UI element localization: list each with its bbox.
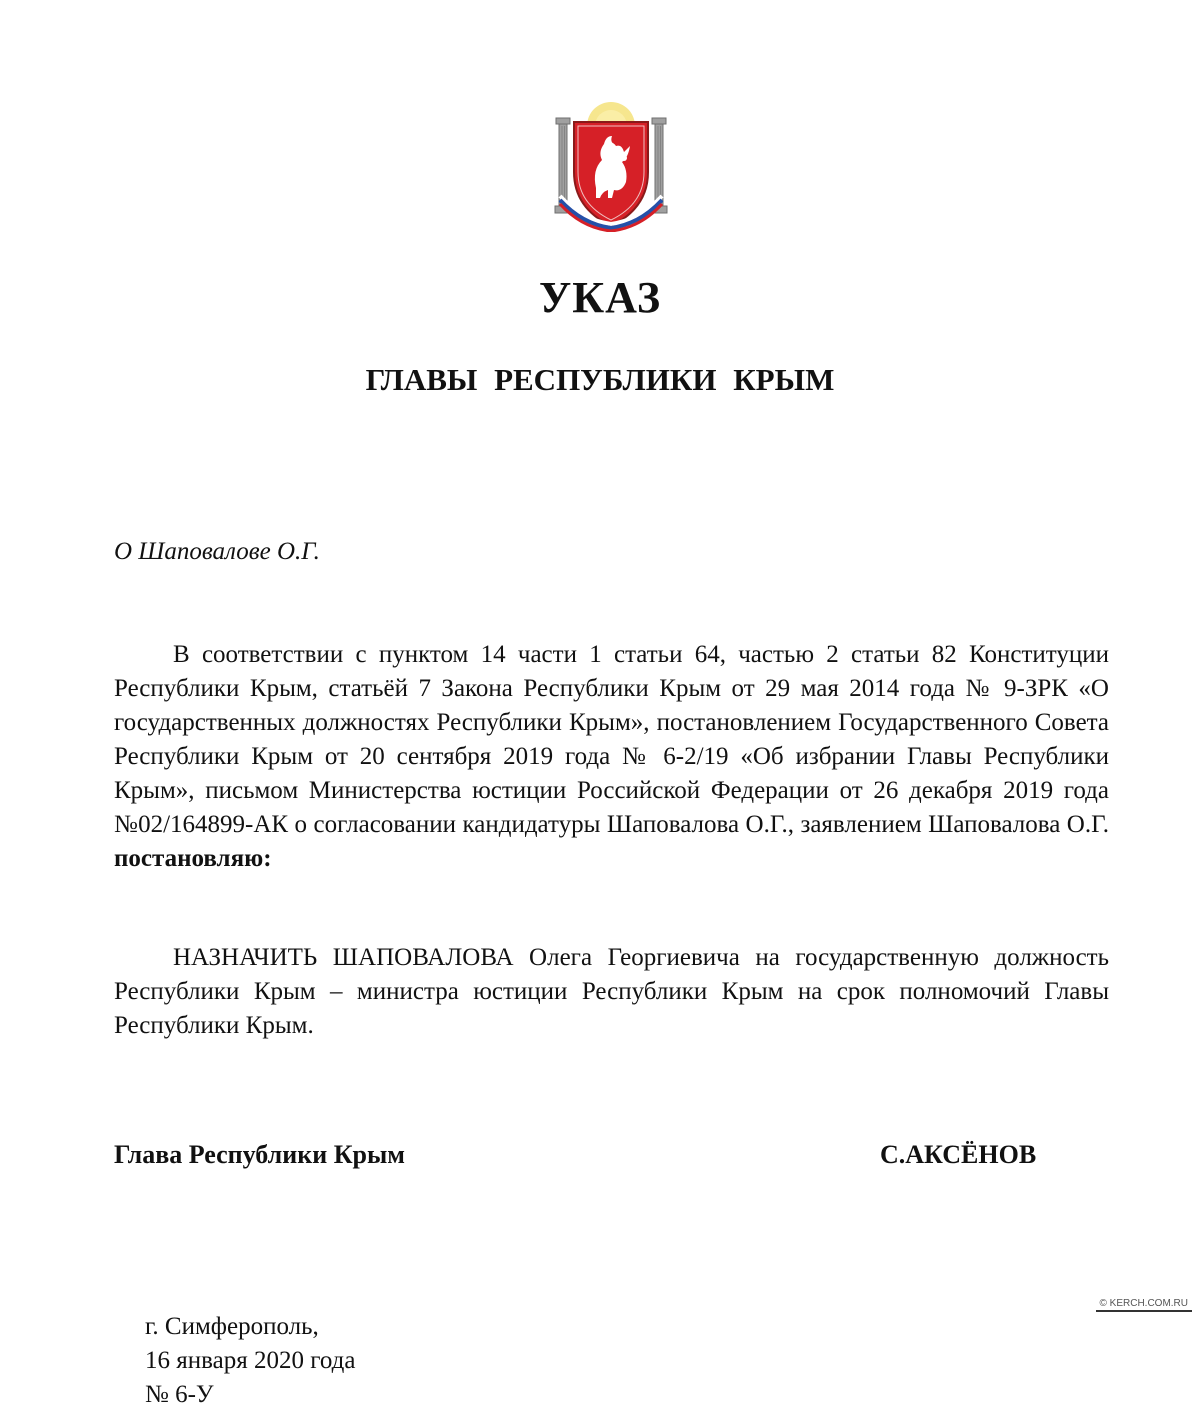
body-paragraph-appointment: НАЗНАЧИТЬ ШАПОВАЛОВА Олега Георгиевича на государственную должность Республики Крым – министра юстиции Республики Крым на срок полномочий Главы Республики Крым. — [114, 944, 1109, 1039]
site-watermark: © KERCH.COM.RU — [1096, 1298, 1192, 1312]
issue-details — [145, 1310, 355, 1412]
decree-keyword: постановляю: — [114, 845, 272, 872]
decree-subject: О Шаповалове О.Г. — [114, 538, 320, 565]
signatory-name: С.АКСЁНОВ — [880, 1140, 1037, 1169]
issue-city: г. Симферополь, — [145, 1313, 319, 1340]
crimea-coat-of-arms-icon — [552, 100, 670, 232]
document-subtitle: ГЛАВЫ РЕСПУБЛИКИ КРЫМ — [365, 362, 835, 397]
decree-number: № 6-У — [145, 1381, 214, 1408]
preamble-text: В соответствии с пунктом 14 части 1 статьи 64, частью 2 статьи 82 Конституции Республики Крым, статьёй 7 Закона Республики Крым от 29 мая 2014 года № 9-ЗРК «О государственных должностях Республики Крым», постановлением Государственного Совета Республики Крым от 20 сентября 2019 года № 6-2/19 «Об избрании Главы Республики Крым», письмом Министерства юстиции Российской Федерации от 26 декабря 2019 года №02/164899-АК о согласовании кандидатуры Шаповалова О.Г., заявлением Шаповалова О.Г. — [114, 641, 1109, 838]
issue-date: 16 января 2020 года — [145, 1347, 356, 1374]
signatory-role: Глава Республики Крым — [114, 1140, 406, 1169]
body-paragraph-preamble — [114, 638, 1109, 876]
document-title: УКАЗ — [538, 273, 662, 322]
